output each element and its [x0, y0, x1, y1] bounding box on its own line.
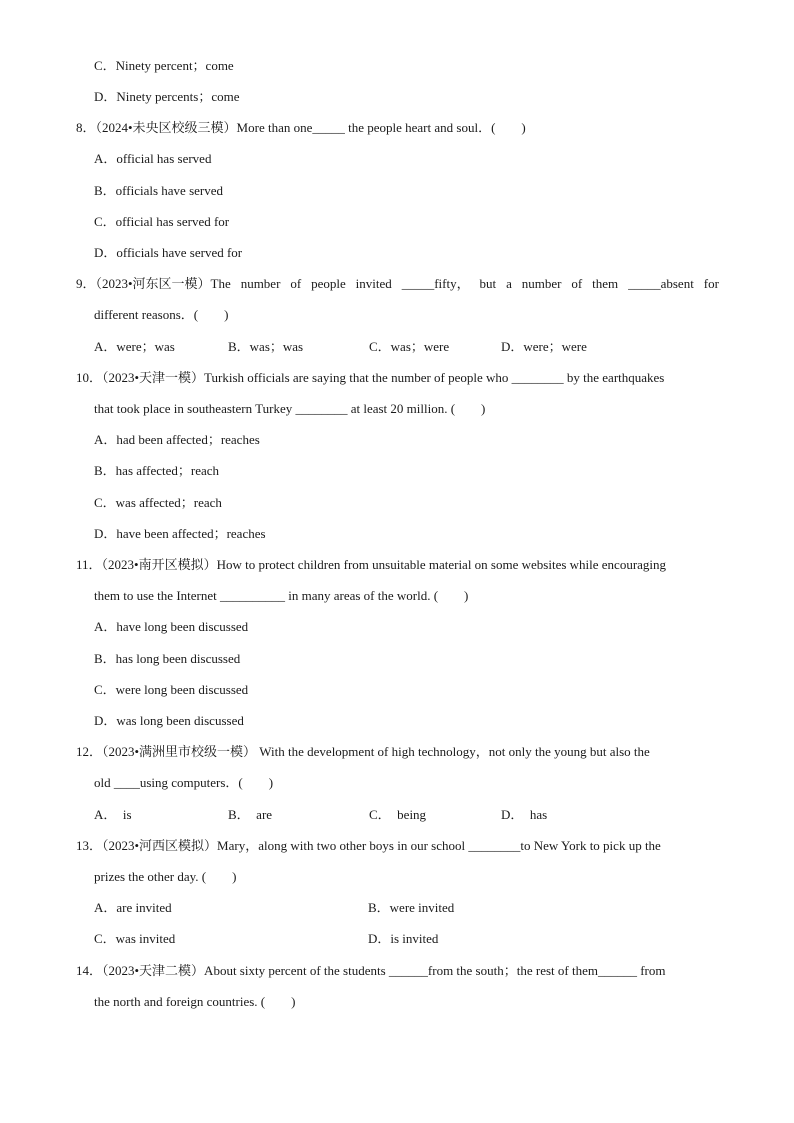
option-d: D．Ninety percents；come — [94, 89, 240, 104]
question-14-stem-line2: the north and foreign countries. ( ) — [94, 994, 296, 1009]
question-11-stem-line1: 11．（2023•南开区模拟）How to protect children from unsuitable material on some websites while encouraging — [76, 557, 667, 572]
q13-option-b: B．were invited — [368, 900, 455, 915]
q8-option-b: B．officials have served — [94, 183, 223, 198]
q9-word: invited — [355, 276, 392, 291]
question-14-stem-line1: 14．（2023•天津二模）About sixty percent of the students ______from the south；the rest of them______ from — [76, 963, 666, 978]
q9-word: a — [506, 276, 512, 291]
q13-option-d: D．is invited — [368, 931, 439, 946]
q13-option-a: A．are invited — [94, 900, 172, 915]
q11-option-b: B．has long been discussed — [94, 651, 241, 666]
q12-option-c: C． being — [369, 807, 427, 822]
q8-option-a: A．official has served — [94, 151, 212, 166]
question-10-stem-line2: that took place in southeastern Turkey ________ at least 20 million. ( ) — [94, 401, 486, 416]
q11-option-c: C．were long been discussed — [94, 682, 249, 697]
question-8-stem: 8．（2024•未央区校级三模）More than one_____ the people heart and soul．( ) — [76, 120, 526, 135]
question-9-stem-line1 — [76, 276, 719, 292]
q11-option-a: A．have long been discussed — [94, 619, 249, 634]
q9-word: but — [479, 276, 497, 291]
q10-option-d: D．have been affected；reaches — [94, 526, 266, 541]
q12-option-a: A． is — [94, 807, 132, 822]
q9-word: number — [240, 276, 281, 291]
q9-word: them — [592, 276, 619, 291]
q10-option-a: A．had been affected；reaches — [94, 432, 260, 447]
question-13-stem-line2: prizes the other day. ( ) — [94, 869, 237, 884]
q9-option-d: D．were；were — [501, 339, 587, 354]
q9-word: number — [521, 276, 562, 291]
q12-option-d: D． has — [501, 807, 548, 822]
q8-option-d: D．officials have served for — [94, 245, 243, 260]
q9-option-c: C．was；were — [369, 339, 450, 354]
q9-word: _____fifty， — [401, 276, 470, 291]
question-10-stem-line1: 10．（2023•天津一模）Turkish officials are saying that the number of people who ________ by the earthquakes — [76, 370, 665, 385]
q9-word: for — [703, 276, 719, 291]
question-9-stem-line2: different reasons．( ) — [94, 307, 229, 322]
q10-option-c: C．was affected；reach — [94, 495, 222, 510]
q9-word: of — [290, 276, 302, 291]
q9-word: 9．（2023•河东区一模）The — [76, 276, 231, 291]
q8-option-c: C．official has served for — [94, 214, 230, 229]
q9-word: of — [571, 276, 583, 291]
q9-option-a: A．were；was — [94, 339, 175, 354]
q10-option-b: B．has affected；reach — [94, 463, 220, 478]
question-11-stem-line2: them to use the Internet __________ in many areas of the world. ( ) — [94, 588, 469, 603]
question-13-stem-line1: 13．（2023•河西区模拟）Mary，along with two other boys in our school ________to New York to pick up the — [76, 838, 661, 853]
option-c: C．Ninety percent；come — [94, 58, 234, 73]
q12-options-row — [94, 807, 547, 823]
q11-option-d: D．was long been discussed — [94, 713, 244, 728]
q12-option-b: B． are — [228, 807, 273, 822]
question-12-stem-line1: 12．（2023•满洲里市校级一模） With the development of high technology，not only the young but also the — [76, 744, 650, 759]
question-12-stem-line2: old ____using computers．( ) — [94, 775, 274, 790]
q9-word: _____absent — [628, 276, 694, 291]
q9-options-row — [94, 339, 587, 355]
q13-option-c: C．was invited — [94, 931, 176, 946]
q13-options-row1 — [94, 900, 454, 916]
q9-word: people — [311, 276, 346, 291]
q13-options-row2 — [94, 931, 438, 947]
q9-option-b: B．was；was — [228, 339, 304, 354]
